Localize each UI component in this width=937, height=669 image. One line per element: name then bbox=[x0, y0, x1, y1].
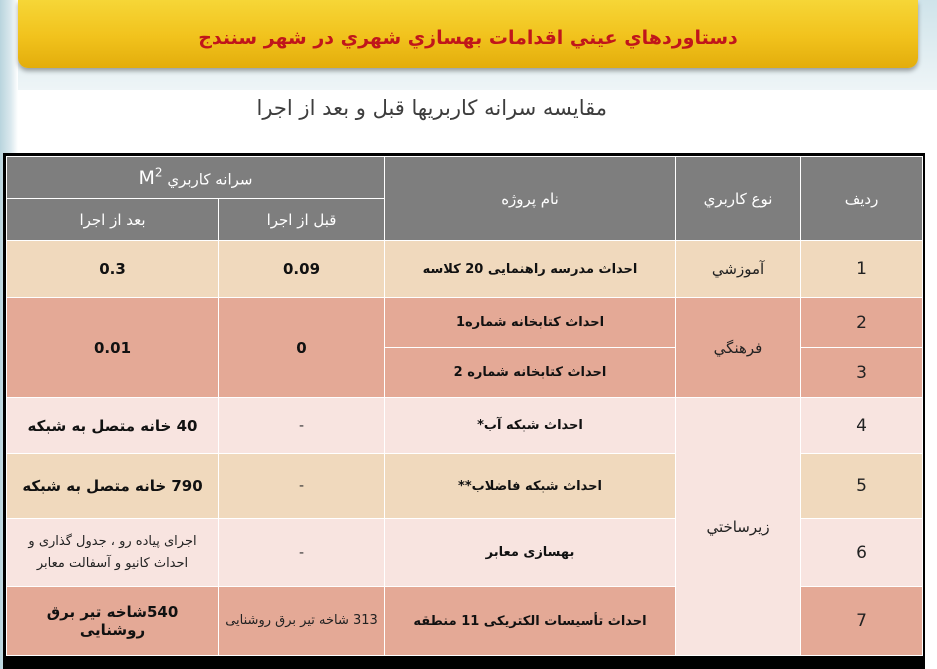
cell-project: احداث کتابخانه شماره1 bbox=[385, 298, 676, 348]
cell-radif: 7 bbox=[801, 587, 923, 656]
cell-before: 0.09 bbox=[219, 241, 385, 298]
cell-radif: 1 bbox=[801, 241, 923, 298]
page-subtitle: مقايسه سرانه کاربريها قبل و بعد از اجرا bbox=[256, 96, 607, 120]
header-after: بعد از اجرا bbox=[7, 199, 219, 241]
cell-radif: 4 bbox=[801, 398, 923, 454]
table-row bbox=[7, 241, 923, 298]
table-row bbox=[7, 398, 923, 454]
header-before: قبل از اجرا bbox=[219, 199, 385, 241]
page-title: دستاوردهاي عيني اقدامات بهسازي شهري در شهر سنندج bbox=[198, 27, 738, 49]
cell-after: 0.3 bbox=[7, 241, 219, 298]
cell-after: 40 خانه متصل به شبکه bbox=[7, 398, 219, 454]
cell-radif: 5 bbox=[801, 454, 923, 519]
header-project: نام پروژه bbox=[385, 157, 676, 241]
cell-project: احداث شبکه آب* bbox=[385, 398, 676, 454]
cell-project: احداث تأسیسات الکتریکی 11 منطقه bbox=[385, 587, 676, 656]
comparison-table-frame bbox=[3, 153, 925, 669]
header-type: نوع کاربري bbox=[676, 157, 801, 241]
unit-base: M bbox=[138, 167, 155, 190]
cell-before: 313 شاخه تیر برق روشنایی bbox=[219, 587, 385, 656]
cell-radif: 2 bbox=[801, 298, 923, 348]
cell-project: احداث شبکه فاضلاب** bbox=[385, 454, 676, 519]
header-unit bbox=[139, 167, 163, 189]
cell-after: اجرای پیاده رو ، جدول گذاری و احداث کانیو و آسفالت معابر bbox=[7, 519, 219, 587]
cell-after: 540شاخه تیر برق روشنایی bbox=[7, 587, 219, 656]
cell-project: احداث مدرسه راهنمایی 20 کلاسه bbox=[385, 241, 676, 298]
cell-project: بهسازی معابر bbox=[385, 519, 676, 587]
cell-radif: 3 bbox=[801, 348, 923, 398]
header-per-capita bbox=[7, 157, 385, 199]
unit-exponent: 2 bbox=[154, 165, 163, 180]
title-banner bbox=[18, 0, 918, 68]
cell-type: آموزشي bbox=[676, 241, 801, 298]
cell-radif: 6 bbox=[801, 519, 923, 587]
cell-before: - bbox=[219, 519, 385, 587]
header-per-capita-label: سرانه کاربري bbox=[167, 170, 253, 189]
cell-before: 0 bbox=[219, 298, 385, 398]
cell-type: زيرساختي bbox=[676, 398, 801, 656]
cell-type: فرهنگي bbox=[676, 298, 801, 398]
header-radif: رديف bbox=[801, 157, 923, 241]
cell-before: - bbox=[219, 398, 385, 454]
cell-project: احداث کتابخانه شماره 2 bbox=[385, 348, 676, 398]
table-row bbox=[7, 298, 923, 348]
comparison-table bbox=[6, 156, 923, 656]
cell-after: 790 خانه متصل به شبکه bbox=[7, 454, 219, 519]
cell-before: - bbox=[219, 454, 385, 519]
cell-after: 0.01 bbox=[7, 298, 219, 398]
